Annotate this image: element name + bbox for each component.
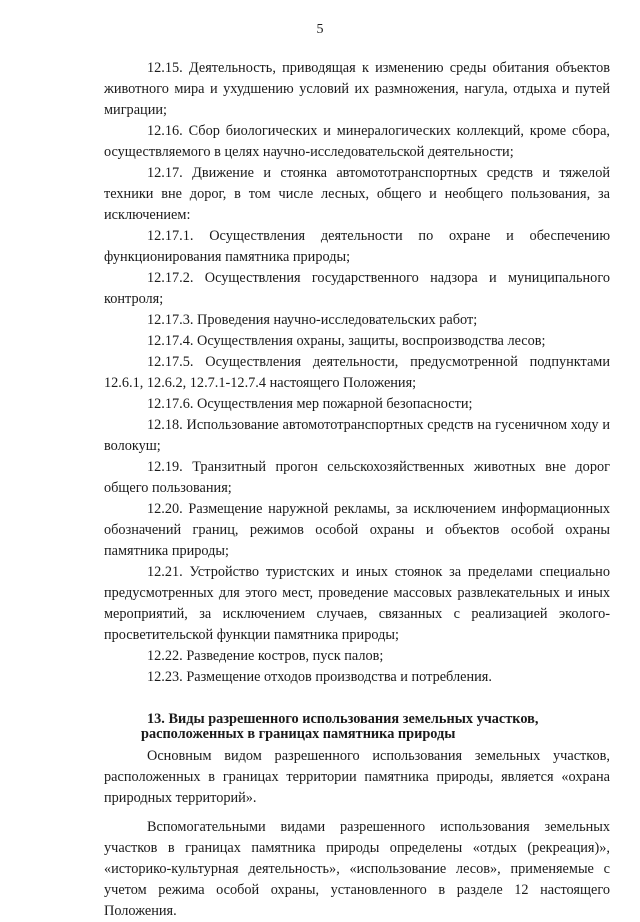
clause-12-19: 12.19. Транзитный прогон сельскохозяйственных животных вне дорог общего пользования; (104, 459, 610, 496)
clause-12-17-4: 12.17.4. Осуществления охраны, защиты, воспроизводства лесов; (147, 333, 546, 349)
document-body (104, 58, 610, 922)
clause-12-17-2: 12.17.2. Осуществления государственного надзора и муниципального контроля; (104, 270, 610, 307)
clause-12-20: 12.20. Размещение наружной рекламы, за исключением информационных обозначений границ, режимов особой охраны и объектов особой охраны памятника природы; (104, 501, 610, 559)
clause-12-17: 12.17. Движение и стоянка автомототранспортных средств и тяжелой техники вне дорог, в том числе лесных, общего и необщего пользования, за исключением: (104, 165, 610, 223)
clause-12-17-6: 12.17.6. Осуществления мер пожарной безопасности; (147, 396, 473, 412)
clause-12-16: 12.16. Сбор биологических и минералогических коллекций, кроме сбора, осуществляемого в целях научно-исследовательской деятельности; (104, 123, 610, 160)
clause-12-17-3: 12.17.3. Проведения научно-исследовательских работ; (147, 312, 478, 328)
section-13-paragraph-auxiliary: Вспомогательными видами разрешенного использования земельных участков в границах памятника природы определены «отдых (рекреация)», «историко-культурная деятельность», «использование лесов», применяемые с учетом режима особой охраны, установленного в разделе 12 настоящего Положения. (104, 819, 610, 919)
clause-12-23: 12.23. Размещение отходов производства и потребления. (147, 669, 492, 685)
clause-12-22: 12.22. Разведение костров, пуск палов; (147, 648, 384, 664)
section-13-paragraph-main: Основным видом разрешенного использования земельных участков, расположенных в границах территории памятника природы, является «охрана природных территорий». (104, 748, 610, 806)
page-number: 5 (316, 22, 324, 37)
clause-12-17-5: 12.17.5. Осуществления деятельности, предусмотренной подпунктами 12.6.1, 12.6.2, 12.7.1-12.7.4 настоящего Положения; (104, 354, 610, 391)
clause-12-18: 12.18. Использование автомототранспортных средств на гусеничном ходу и волокуш; (104, 417, 610, 454)
clause-12-15: 12.15. Деятельность, приводящая к изменению среды обитания объектов животного мира и ухудшению условий их размножения, нагула, отдыха и путей миграции; (104, 60, 610, 118)
clause-12-21: 12.21. Устройство туристских и иных стоянок за пределами специально предусмотренных для этого мест, проведение массовых развлекательных и иных мероприятий, за исключением случаев, связанных с реализацией эколого-просветительской функции памятника природы; (104, 564, 610, 643)
clause-12-17-1: 12.17.1. Осуществления деятельности по охране и обеспечению функционирования памятника природы; (104, 228, 610, 265)
section-13-heading (104, 712, 610, 742)
section-heading-line2: расположенных в границах памятника природы (141, 726, 456, 742)
section-heading-line1: 13. Виды разрешенного использования земельных участков, (147, 711, 539, 727)
